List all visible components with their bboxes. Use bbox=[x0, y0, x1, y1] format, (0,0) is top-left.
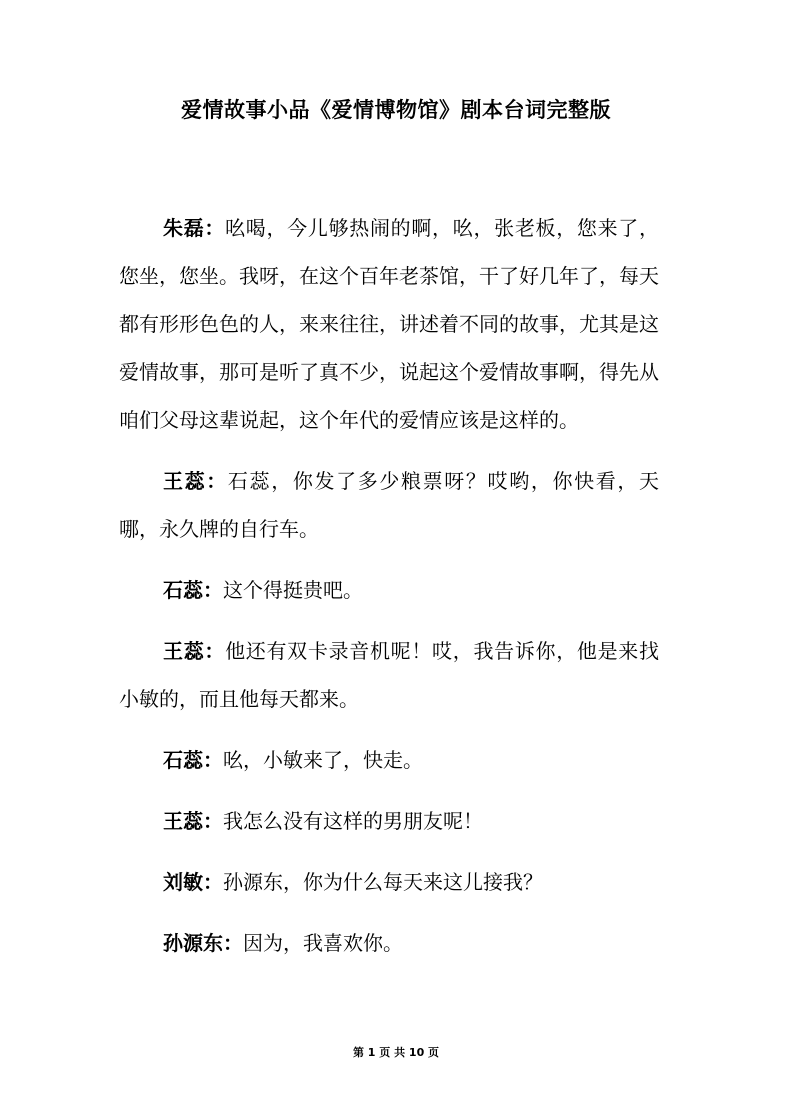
dialogue-text: 这个得挺贵吧。 bbox=[223, 578, 363, 602]
dialogue-line bbox=[119, 919, 659, 967]
speaker-name: 王蕊： bbox=[163, 639, 226, 663]
speaker-name: 王蕊： bbox=[163, 469, 228, 493]
dialogue-text: 石蕊，你发了多少粮票呀？哎哟，你快看，天哪，永久牌的自行车。 bbox=[119, 469, 660, 541]
dialogue-line bbox=[119, 457, 659, 553]
speaker-name: 刘敏： bbox=[163, 870, 223, 894]
page-number-footer: 第 1 页 共 10 页 bbox=[352, 1046, 440, 1059]
dialogue-line bbox=[119, 797, 659, 845]
speaker-name: 孙源东： bbox=[163, 931, 243, 955]
speaker-name: 朱磊： bbox=[163, 216, 226, 240]
document-title: 爱情故事小品《爱情博物馆》剧本台词完整版 bbox=[181, 98, 611, 122]
dialogue-line bbox=[119, 736, 659, 784]
dialogue-text: 孙源东，你为什么每天来这儿接我？ bbox=[223, 870, 543, 894]
dialogue-line bbox=[119, 566, 659, 614]
script-body bbox=[119, 204, 659, 980]
dialogue-line bbox=[119, 204, 659, 444]
dialogue-text: 因为，我喜欢你。 bbox=[243, 931, 403, 955]
speaker-name: 石蕊： bbox=[163, 578, 223, 602]
speaker-name: 石蕊： bbox=[163, 748, 223, 772]
dialogue-line bbox=[119, 858, 659, 906]
speaker-name: 王蕊： bbox=[163, 809, 223, 833]
dialogue-line bbox=[119, 627, 659, 723]
dialogue-text: 吆喝，今儿够热闹的啊，吆，张老板，您来了，您坐，您坐。我呀，在这个百年老茶馆，干了好几年了，每天都有形形色色的人，来来往往，讲述着不同的故事，尤其是这爱情故事，那可是听了真不少，说起这个爱情故事啊，得先从咱们父母这辈说起，这个年代的爱情应该是这样的。 bbox=[119, 216, 660, 432]
dialogue-text: 吆，小敏来了，快走。 bbox=[223, 748, 423, 772]
dialogue-text: 我怎么没有这样的男朋友呢！ bbox=[223, 809, 483, 833]
dialogue-text: 他还有双卡录音机呢！哎，我告诉你，他是来找小敏的，而且他每天都来。 bbox=[119, 639, 660, 711]
